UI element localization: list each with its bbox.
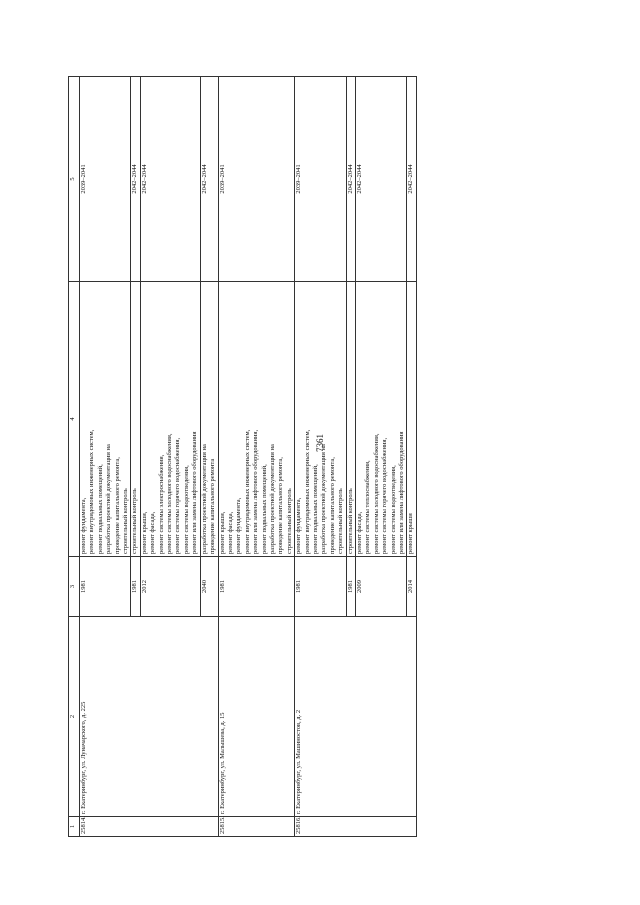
works-list xyxy=(295,282,346,557)
works-list xyxy=(131,282,140,557)
works-list xyxy=(356,282,407,557)
page-number: 7361 xyxy=(315,434,325,452)
works-list xyxy=(200,282,218,557)
work-item: проведение капитального ремонта xyxy=(209,458,217,554)
work-item: разработка проектной документации на xyxy=(268,444,276,554)
table-row xyxy=(80,77,131,837)
works-list xyxy=(218,282,295,557)
work-item: строительный контроль xyxy=(337,488,345,554)
repair-period: 2042–2044 xyxy=(346,77,355,282)
work-item: ремонт крыши, xyxy=(140,511,148,554)
repair-period: 2042–2044 xyxy=(140,77,200,282)
header-cell: 5 xyxy=(69,77,80,282)
build-year: 2014 xyxy=(407,557,416,617)
work-item: разработка проектной документации на xyxy=(105,444,113,554)
works-list xyxy=(346,282,355,557)
build-year: 1981 xyxy=(346,557,355,617)
work-item: строительный контроль xyxy=(131,488,139,554)
entry-number: 25815. xyxy=(218,817,295,837)
work-item: проведение капитального ремонта, xyxy=(277,457,285,554)
work-item: ремонт системы холодного водоснабжения, xyxy=(166,433,174,554)
repair-period: 2039–2041 xyxy=(218,77,295,282)
work-item: ремонт подвальных помещений, xyxy=(311,464,319,554)
work-item: ремонт системы горячего водоснабжения, xyxy=(174,437,182,554)
work-item: ремонт фасада, xyxy=(356,511,363,554)
table-row xyxy=(218,77,295,837)
repair-period: 2042–2044 xyxy=(407,77,416,282)
header-cell: 4 xyxy=(69,282,80,557)
work-item: ремонт или замена лифтового оборудования, xyxy=(252,429,260,554)
work-item: ремонт системы горячего водоснабжения, xyxy=(381,437,389,554)
build-year: 1981 xyxy=(80,557,131,617)
build-year: 2009 xyxy=(356,557,407,617)
work-item: ремонт фасада, xyxy=(226,511,234,554)
work-item: ремонт или замена лифтового оборудования xyxy=(398,431,406,554)
work-item: ремонт крыши, xyxy=(218,511,226,554)
work-item: ремонт фасада, xyxy=(149,511,157,554)
work-item: ремонт фундамента, xyxy=(295,497,303,554)
repair-period: 2039–2041 xyxy=(80,77,131,282)
work-item: ремонт системы электроснабжения, xyxy=(157,454,165,554)
work-item: ремонт системы водоотведения, xyxy=(389,465,397,554)
work-item: проведение капитального ремонта, xyxy=(328,457,336,554)
header-row xyxy=(69,77,80,837)
works-list xyxy=(407,282,416,557)
entry-address: г. Екатеринбург, ул. Машиностов, д. 2 xyxy=(295,617,417,817)
work-item: ремонт подвальных помещений, xyxy=(260,464,268,554)
works-list xyxy=(80,282,131,557)
work-item: разработка проектной документации на xyxy=(200,444,208,554)
header-cell: 3 xyxy=(69,557,80,617)
repair-period: 2042–2044 xyxy=(200,77,218,282)
work-item: строительный контроль xyxy=(346,488,354,554)
works-list xyxy=(140,282,200,557)
capital-repair-table xyxy=(68,76,417,837)
work-item: ремонт фундамента, xyxy=(235,497,243,554)
entry-number: 25816. xyxy=(295,817,417,837)
repair-period: 2039–2041 xyxy=(295,77,346,282)
work-item: строительный контроль xyxy=(122,488,130,554)
repair-period: 2042–2044 xyxy=(131,77,140,282)
work-item: ремонт фундамента, xyxy=(80,497,87,554)
work-item: ремонт системы теплоснабжения, xyxy=(364,460,372,554)
repair-period: 2042–2044 xyxy=(356,77,407,282)
work-item: ремонт или замена лифтового оборудования xyxy=(191,431,199,554)
table-row xyxy=(295,77,346,837)
build-year: 2012 xyxy=(140,557,200,617)
build-year: 1981 xyxy=(218,557,295,617)
entry-address: г. Екатеринбург, ул. Малышева, д. 15 xyxy=(218,617,295,817)
entry-address: г. Екатеринбург, ул. Луначарского, д. 225 xyxy=(80,617,219,817)
work-item: ремонт крыши xyxy=(407,513,415,554)
work-item: строительный контроль xyxy=(285,488,293,554)
header-cell: 2 xyxy=(69,617,80,817)
work-item: ремонт внутридомовых инженерных систем, xyxy=(303,429,311,554)
work-item: ремонт подвальных помещений, xyxy=(96,464,104,554)
build-year: 1981 xyxy=(131,557,140,617)
header-cell: 1 xyxy=(69,817,80,837)
work-item: ремонт системы холодного водоснабжения, xyxy=(372,433,380,554)
work-item: ремонт внутридомовых инженерных систем, xyxy=(243,429,251,554)
work-item: ремонт системы водоотведения, xyxy=(182,465,190,554)
build-year: 2040 xyxy=(200,557,218,617)
entry-number: 25814. xyxy=(80,817,219,837)
work-item: проведение капитального ремонта, xyxy=(113,457,121,554)
work-item: ремонт внутридомовых инженерных систем, xyxy=(88,429,96,554)
register-sheet xyxy=(68,77,585,837)
work-item: разработка проектной документации на xyxy=(320,444,328,554)
build-year: 1981 xyxy=(295,557,346,617)
